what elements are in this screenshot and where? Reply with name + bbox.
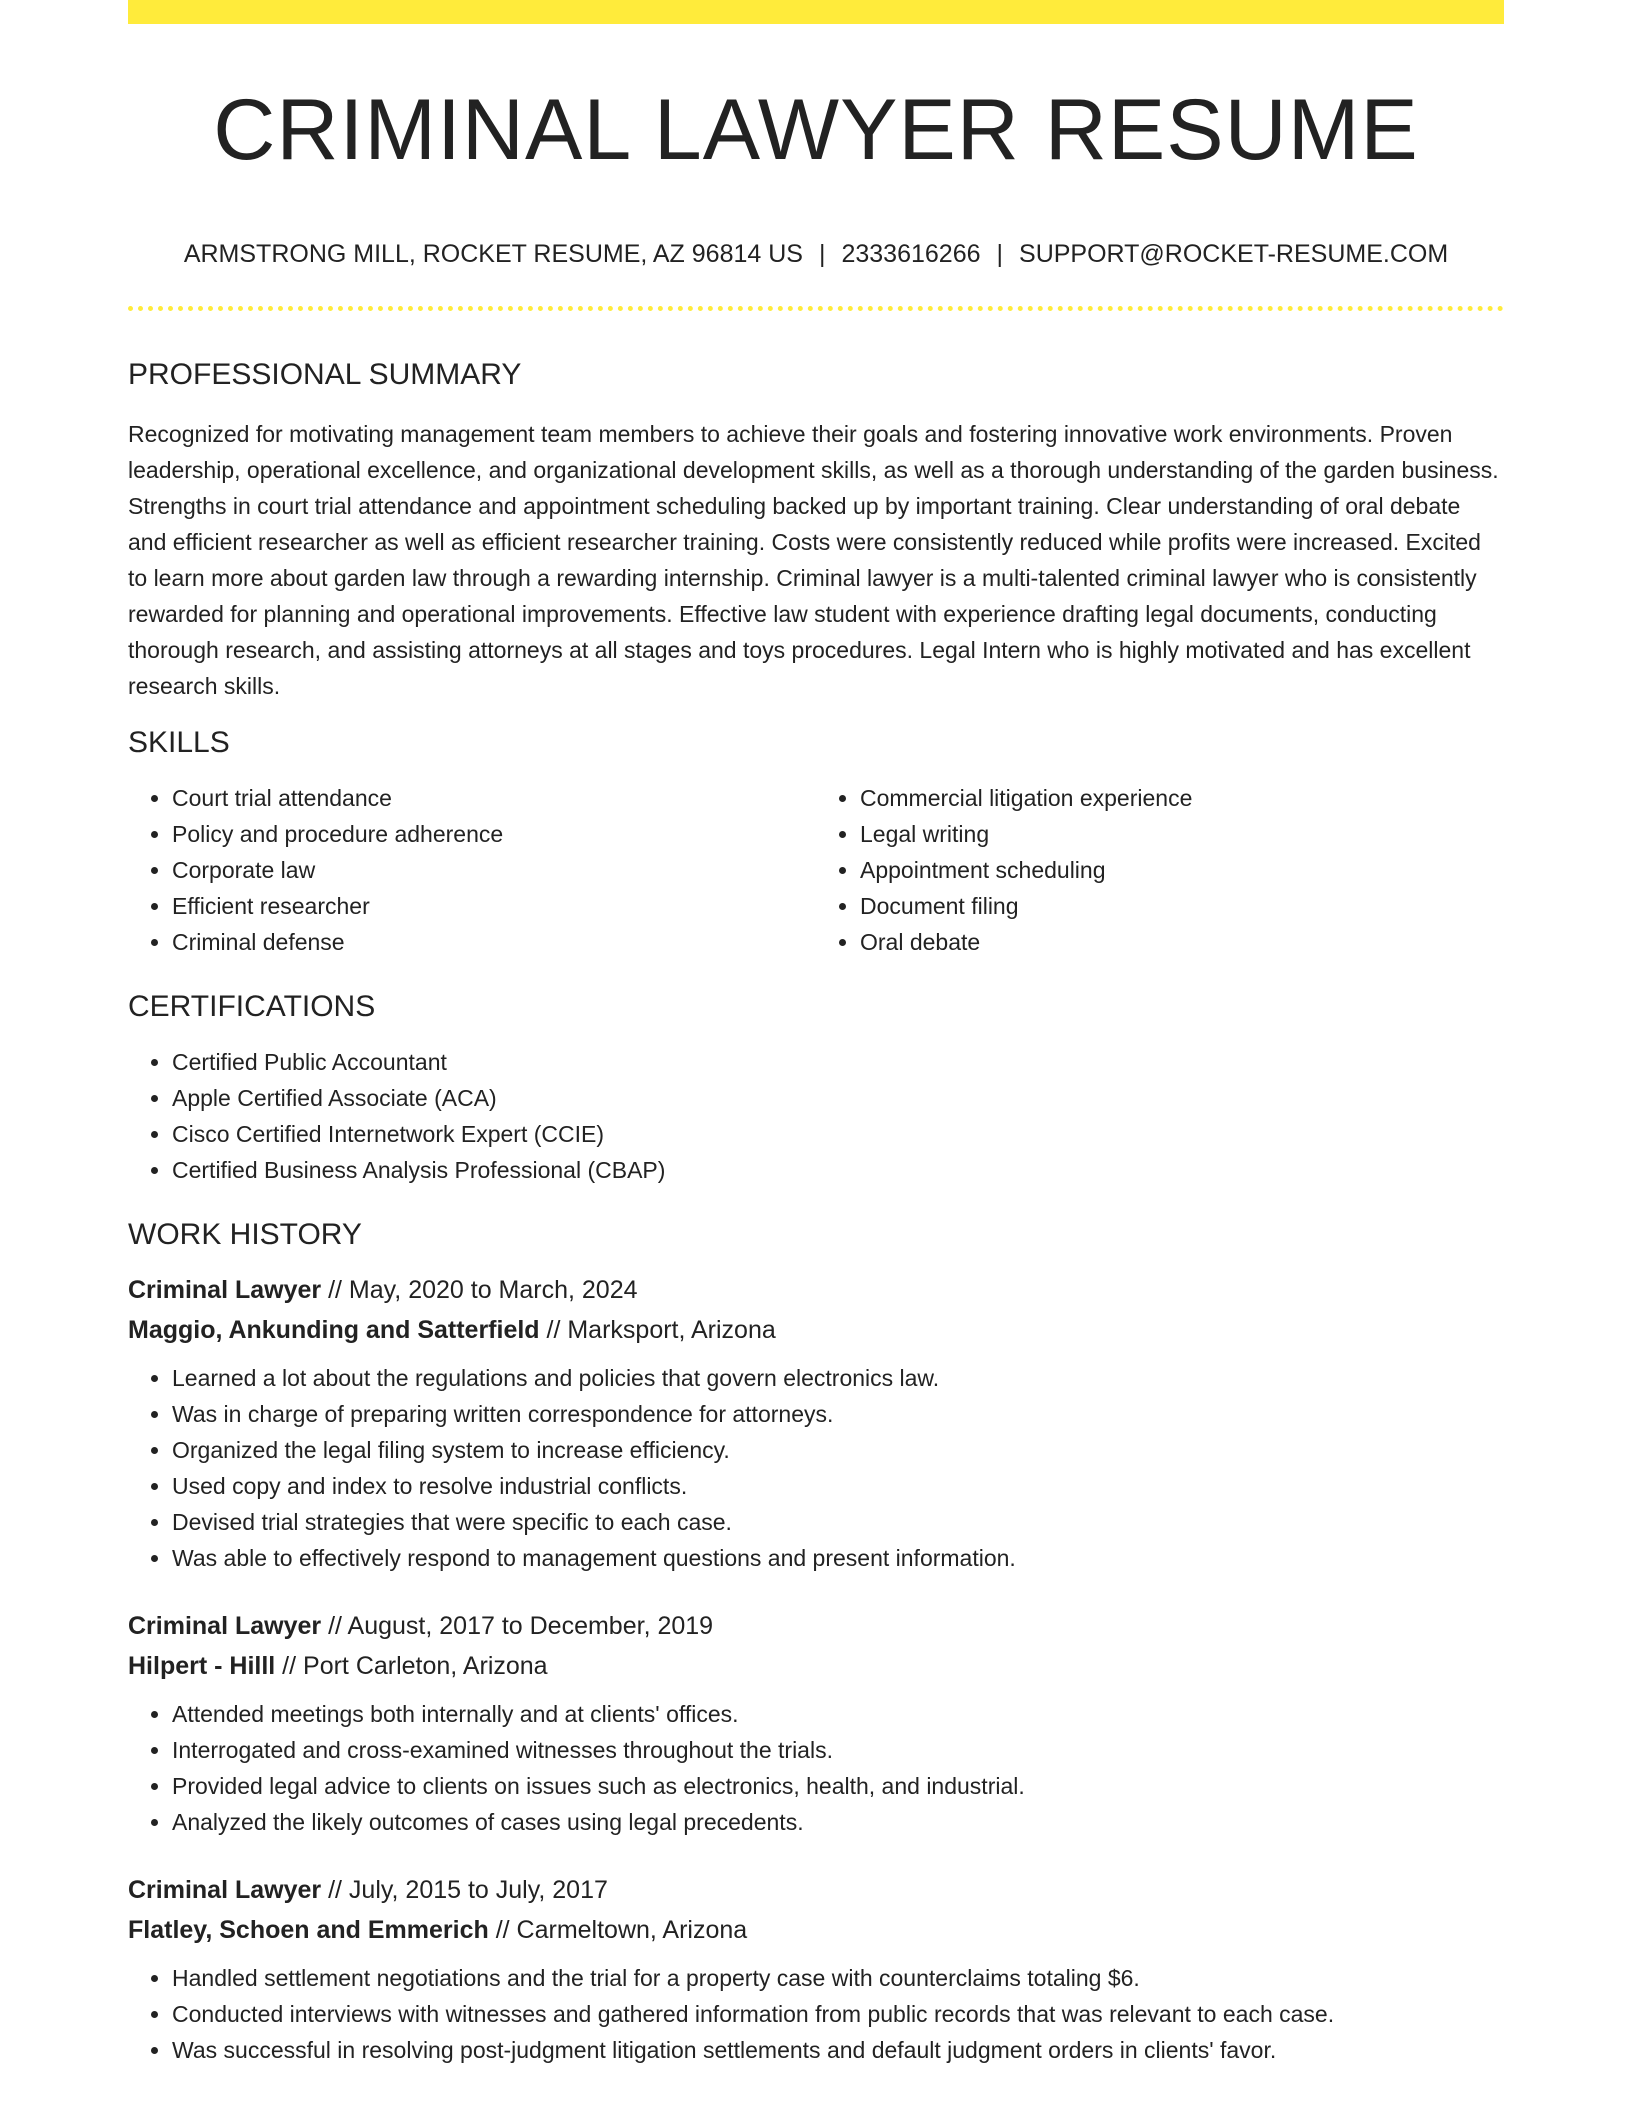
job-company: Hilpert - Hilll — [128, 1652, 276, 1680]
resume-content — [128, 348, 1504, 2068]
contact-separator: | — [996, 240, 1004, 268]
job-bullet: • Was in charge of preparing written correspondence for attorneys. — [172, 1396, 1504, 1432]
job-company: Maggio, Ankunding and Satterfield — [128, 1316, 540, 1344]
work-history-section — [128, 1208, 1504, 2068]
job-dates: // August, 2017 to December, 2019 — [321, 1612, 714, 1640]
contact-line — [128, 236, 1504, 272]
job-title-line — [128, 1606, 1504, 1646]
summary-section — [128, 348, 1504, 704]
certification-item: • Apple Certified Associate (ACA) — [172, 1080, 1504, 1116]
job-company-line — [128, 1646, 1504, 1686]
job-title-line — [128, 1270, 1504, 1310]
job-bullet: • Handled settlement negotiations and the trial for a property case with counterclaims totaling $6. — [172, 1960, 1504, 1996]
job-bullet: • Attended meetings both internally and at clients' offices. — [172, 1696, 1504, 1732]
skills-section — [128, 716, 1504, 980]
job-company-line — [128, 1910, 1504, 1950]
contact-address: ARMSTRONG MILL, ROCKET RESUME, AZ 96814 US — [183, 240, 803, 268]
skill-item: • Oral debate — [860, 924, 1504, 960]
work-history-heading: WORK HISTORY — [128, 1218, 362, 1251]
job-company: Flatley, Schoen and Emmerich — [128, 1916, 489, 1944]
skill-item: • Appointment scheduling — [860, 852, 1504, 888]
job-bullets — [128, 1960, 1504, 2068]
job-location: // Carmeltown, Arizona — [488, 1916, 748, 1944]
job-bullets — [128, 1696, 1504, 1840]
skill-item: • Document filing — [860, 888, 1504, 924]
job-dates: // July, 2015 to July, 2017 — [321, 1876, 608, 1904]
skills-list-left — [128, 780, 816, 960]
job-bullet: • Used copy and index to resolve industrial conflicts. — [172, 1468, 1504, 1504]
summary-heading: PROFESSIONAL SUMMARY — [128, 358, 522, 391]
skill-item: • Efficient researcher — [172, 888, 816, 924]
job-bullet: • Organized the legal filing system to increase efficiency. — [172, 1432, 1504, 1468]
job-bullets — [128, 1360, 1504, 1576]
certifications-section — [128, 980, 1504, 1188]
job-location: // Marksport, Arizona — [539, 1316, 776, 1344]
top-accent-bar — [128, 0, 1504, 24]
job-entry — [128, 1606, 1504, 1840]
skill-item: • Court trial attendance — [172, 780, 816, 816]
job-title: Criminal Lawyer — [128, 1276, 322, 1304]
skills-list-right — [816, 780, 1504, 960]
job-company-line — [128, 1310, 1504, 1350]
job-bullet: • Interrogated and cross-examined witnesses throughout the trials. — [172, 1732, 1504, 1768]
job-title: Criminal Lawyer — [128, 1876, 322, 1904]
job-bullet: • Devised trial strategies that were specific to each case. — [172, 1504, 1504, 1540]
certifications-heading: CERTIFICATIONS — [128, 990, 376, 1023]
job-bullet: • Was successful in resolving post-judgment litigation settlements and default judgment orders in clients' favor. — [172, 2032, 1504, 2068]
contact-phone: 2333616266 — [841, 240, 981, 268]
certifications-list — [128, 1044, 1504, 1188]
job-dates: // May, 2020 to March, 2024 — [321, 1276, 638, 1304]
job-bullet: • Analyzed the likely outcomes of cases using legal precedents. — [172, 1804, 1504, 1840]
skill-item: • Corporate law — [172, 852, 816, 888]
job-entry — [128, 1270, 1504, 1576]
job-location: // Port Carleton, Arizona — [275, 1652, 548, 1680]
contact-separator: | — [818, 240, 826, 268]
skill-item: • Legal writing — [860, 816, 1504, 852]
contact-email[interactable]: SUPPORT@ROCKET-RESUME.COM — [1019, 240, 1449, 268]
skills-grid — [128, 770, 1504, 980]
job-title-line — [128, 1870, 1504, 1910]
summary-text: Recognized for motivating management team members to achieve their goals and fostering innovative work environments. Proven leadership, operational excellence, and organizational development skills, as well as a thorough understanding of the garden business. Strengths in court trial attendance and appointment scheduling backed up by important training. Clear understanding of oral debate and efficient researcher as well as efficient researcher training. Costs were consistently reduced while profits were increased. Excited to learn more about garden law through a rewarding internship. Criminal lawyer is a multi-talented criminal lawyer who is consistently rewarded for planning and operational improvements. Effective law student with experience drafting legal documents, conducting thorough research, and assisting attorneys at all stages and toys procedures. Legal Intern who is highly motivated and has excellent research skills. — [128, 421, 1499, 699]
certification-item: • Cisco Certified Internetwork Expert (CCIE) — [172, 1116, 1504, 1152]
job-title: Criminal Lawyer — [128, 1612, 322, 1640]
skills-heading: SKILLS — [128, 726, 230, 759]
certification-item: • Certified Public Accountant — [172, 1044, 1504, 1080]
job-bullet: • Provided legal advice to clients on issues such as electronics, health, and industrial. — [172, 1768, 1504, 1804]
job-entry — [128, 1870, 1504, 2068]
certification-item: • Certified Business Analysis Professional (CBAP) — [172, 1152, 1504, 1188]
skill-item: • Commercial litigation experience — [860, 780, 1504, 816]
skill-item: • Criminal defense — [172, 924, 816, 960]
job-bullet: • Learned a lot about the regulations and policies that govern electronics law. — [172, 1360, 1504, 1396]
job-bullet: • Conducted interviews with witnesses and gathered information from public records that was relevant to each case. — [172, 1996, 1504, 2032]
skill-item: • Policy and procedure adherence — [172, 816, 816, 852]
dotted-divider — [128, 306, 1504, 311]
resume-title: CRIMINAL LAWYER RESUME — [213, 82, 1419, 178]
job-bullet: • Was able to effectively respond to management questions and present information. — [172, 1540, 1504, 1576]
